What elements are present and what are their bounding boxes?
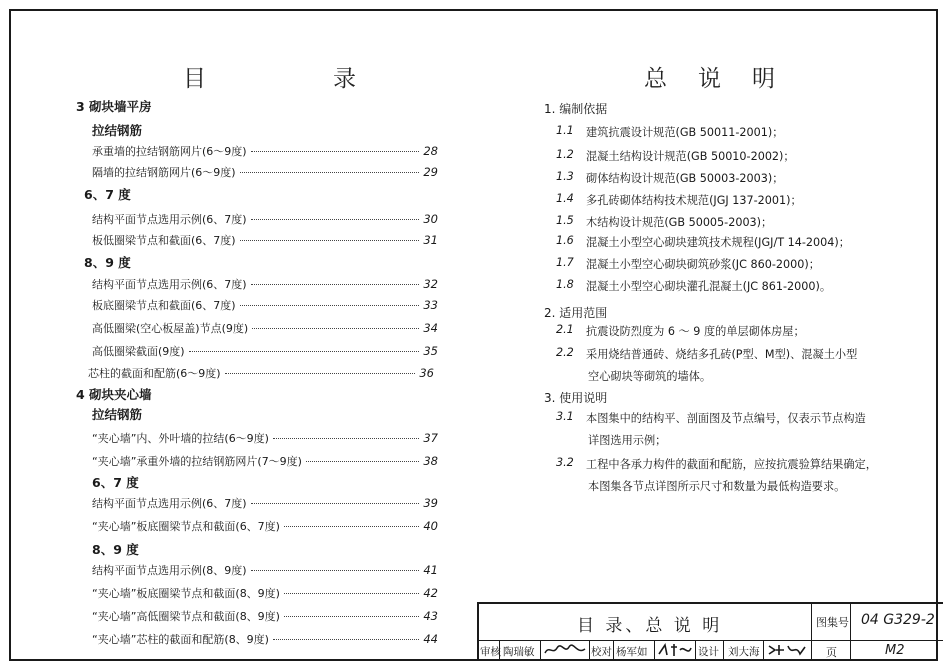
note-item-number: 1.3: [556, 170, 574, 183]
toc-entry-page: 31: [423, 233, 438, 247]
note-item-number: 1.5: [556, 214, 574, 227]
note-item-text: 工程中各承力构件的截面和配筋，应按抗震验算结果确定，: [586, 458, 877, 471]
toc-entry[interactable]: [92, 585, 438, 601]
page-number: M2: [885, 643, 905, 658]
toc-entry[interactable]: [92, 631, 438, 647]
toc-entry-page: 30: [423, 212, 438, 226]
toc-entry[interactable]: [92, 320, 438, 336]
title-block-divider: [723, 640, 724, 660]
leader-dots: [251, 219, 420, 220]
leader-dots: [251, 503, 420, 504]
toc-entry-text: 结构平面节点选用示例(6、7度): [92, 497, 247, 510]
toc-entry[interactable]: [92, 164, 438, 180]
note-item-continuation: 详图选用示例；: [588, 434, 667, 447]
toc-entry-page: 34: [423, 321, 438, 335]
note-item-number: 1.1: [556, 124, 574, 137]
note-item-number: 3.1: [556, 410, 574, 423]
toc-entry-text: 结构平面节点选用示例(6、7度): [92, 213, 247, 226]
leader-dots: [251, 570, 420, 571]
toc-entry-text: 高低圈梁(空心板屋盖)节点(9度): [92, 322, 249, 335]
note-item-text: 混凝土小型空心砌块砌筑砂浆(JC 860-2000)；: [586, 258, 820, 271]
leader-dots: [284, 616, 419, 617]
toc-entry-page: 35: [423, 344, 438, 358]
title-block-divider: [850, 602, 851, 660]
toc-entry[interactable]: [92, 562, 438, 578]
toc-entry[interactable]: [92, 608, 438, 624]
leader-dots: [306, 461, 419, 462]
title-block-divider: [589, 640, 590, 660]
checker-signature: [657, 642, 693, 658]
leader-dots: [252, 328, 419, 329]
toc-entry-text: “夹心墙”芯柱的截面和配筋(8、9度): [92, 633, 269, 646]
notes-section-label: 2. 适用范围: [544, 306, 608, 320]
title-block: [477, 602, 943, 660]
toc-entry-page: 44: [423, 632, 438, 646]
toc-entry[interactable]: [92, 343, 438, 359]
toc-subheading: 拉结钢筋: [92, 407, 143, 422]
note-item-text: 建筑抗震设计规范(GB 50011-2001)；: [586, 126, 784, 139]
design-label: 设计: [698, 646, 719, 658]
toc-entry-text: 隔墙的拉结钢筋网片(6～9度): [92, 166, 236, 179]
note-item-continuation: 本图集各节点详图所示尺寸和数量为最低构造要求。: [588, 480, 846, 493]
note-item-text: 采用烧结普通砖、烧结多孔砖(P型、M型)、混凝土小型: [586, 348, 858, 361]
toc-entry-page: 37: [423, 431, 438, 445]
leader-dots: [251, 151, 420, 152]
toc-entry-page: 28: [423, 144, 438, 158]
note-item-number: 1.8: [556, 278, 574, 291]
note-item-text: 多孔砖砌体结构技术规范(JGJ 137-2001)；: [586, 194, 802, 207]
toc-entry[interactable]: [92, 211, 438, 227]
note-item-text: 砌体结构设计规范(GB 50003-2003)；: [586, 172, 784, 185]
leader-dots: [284, 526, 419, 527]
title-block-border: [477, 602, 943, 604]
toc-entry-text: 承重墙的拉结钢筋网片(6～9度): [92, 145, 247, 158]
toc-title-left: 目: [183, 66, 206, 92]
title-block-divider: [811, 602, 812, 660]
atlas-number: 04 G329-2: [861, 612, 935, 628]
note-item-text: 木结构设计规范(GB 50005-2003)；: [586, 216, 773, 229]
check-name: 杨军如: [616, 646, 648, 658]
toc-entry-page: 38: [423, 454, 438, 468]
note-item-text: 混凝土小型空心砌块灌孔混凝土(JC 861-2000)。: [586, 280, 832, 293]
note-item-number: 1.4: [556, 192, 574, 205]
title-block-border: [477, 602, 479, 660]
toc-entry-text: 高低圈梁截面(9度): [92, 345, 185, 358]
notes-section-label: 3. 使用说明: [544, 391, 608, 405]
reviewer-signature: [543, 643, 587, 657]
toc-entry-page: 41: [423, 563, 438, 577]
leader-dots: [273, 438, 419, 439]
toc-entry-text: “夹心墙”高低圈梁节点和截面(8、9度): [92, 610, 280, 623]
toc-section-heading: 4 砌块夹心墙: [76, 387, 152, 402]
leader-dots: [189, 351, 420, 352]
note-item-continuation: 空心砌块等砌筑的墙体。: [588, 370, 712, 383]
toc-entry-text: “夹心墙”板底圈梁节点和截面(6、7度): [92, 520, 280, 533]
toc-entry[interactable]: [88, 365, 434, 381]
toc-entry-page: 32: [423, 277, 438, 291]
review-label: 审核: [480, 646, 501, 658]
toc-subheading: 6、7 度: [92, 475, 139, 490]
note-item-number: 2.1: [556, 323, 574, 336]
title-block-divider: [763, 640, 764, 660]
title-block-divider: [540, 640, 541, 660]
note-item-number: 2.2: [556, 346, 574, 359]
leader-dots: [225, 373, 416, 374]
note-item-number: 3.2: [556, 456, 574, 469]
toc-entry-text: 板底圈梁节点和截面(6、7度): [92, 299, 236, 312]
design-name: 刘大海: [728, 646, 760, 658]
notes-section-label: 1. 编制依据: [544, 102, 608, 116]
toc-subheading: 8、9 度: [84, 255, 131, 270]
toc-entry-page: 40: [423, 519, 438, 533]
toc-entry[interactable]: [92, 276, 438, 292]
toc-entry[interactable]: [92, 143, 438, 159]
toc-entry-text: “夹心墙”板底圈梁节点和截面(8、9度): [92, 587, 280, 600]
title-block-divider: [613, 640, 614, 660]
toc-entry[interactable]: [92, 430, 438, 446]
toc-section-heading: 3 砌块墙平房: [76, 99, 152, 114]
toc-entry-text: 结构平面节点选用示例(6、7度): [92, 278, 247, 291]
toc-entry-text: “夹心墙”内、外叶墙的拉结(6～9度): [92, 432, 269, 445]
note-item-text: 抗震设防烈度为 6 ～ 9 度的单层砌体房屋；: [586, 325, 805, 338]
toc-entry-page: 42: [423, 586, 438, 600]
title-block-divider: [477, 640, 943, 641]
toc-entry-page: 29: [423, 165, 438, 179]
toc-entry-text: 芯柱的截面和配筋(6～9度): [88, 367, 221, 380]
toc-entry-page: 43: [423, 609, 438, 623]
toc-entry-page: 39: [423, 496, 438, 510]
note-item-number: 1.2: [556, 148, 574, 161]
leader-dots: [240, 240, 420, 241]
leader-dots: [240, 172, 420, 173]
page-label: 页: [826, 646, 837, 659]
toc-entry-text: “夹心墙”承重外墙的拉结钢筋网片(7～9度): [92, 455, 302, 468]
toc-subheading: 6、7 度: [84, 187, 131, 202]
toc-entry-text: 结构平面节点选用示例(8、9度): [92, 564, 247, 577]
toc-entry[interactable]: [92, 518, 438, 534]
toc-subheading: 8、9 度: [92, 542, 139, 557]
notes-title: 总 说 明: [644, 66, 779, 92]
note-item-text: 混凝土结构设计规范(GB 50010-2002)；: [586, 150, 795, 163]
leader-dots: [251, 284, 420, 285]
toc-entry-text: 板低圈梁节点和截面(6、7度): [92, 234, 236, 247]
review-name: 陶瑞敏: [503, 646, 535, 658]
toc-entry[interactable]: [92, 232, 438, 248]
leader-dots: [240, 305, 420, 306]
toc-subheading: 拉结钢筋: [92, 123, 143, 138]
leader-dots: [284, 593, 419, 594]
toc-entry-page: 36: [419, 366, 434, 380]
note-item-text: 本图集中的结构平、剖面图及节点编号，仅表示节点构造: [586, 412, 866, 425]
note-item-text: 混凝土小型空心砌块建筑技术规程(JGJ/T 14-2004)；: [586, 236, 850, 249]
toc-entry[interactable]: [92, 297, 438, 313]
atlas-number-label: 图集号: [816, 616, 849, 629]
designer-signature: [766, 642, 808, 658]
note-item-number: 1.6: [556, 234, 574, 247]
sheet-title: 目 录、总 说 明: [577, 616, 723, 636]
toc-title-right: 录: [333, 66, 356, 92]
title-block-divider: [654, 640, 655, 660]
check-label: 校对: [591, 646, 612, 658]
title-block-divider: [695, 640, 696, 660]
toc-entry[interactable]: [92, 453, 438, 469]
toc-entry[interactable]: [92, 495, 438, 511]
toc-entry-page: 33: [423, 298, 438, 312]
note-item-number: 1.7: [556, 256, 574, 269]
leader-dots: [273, 639, 419, 640]
